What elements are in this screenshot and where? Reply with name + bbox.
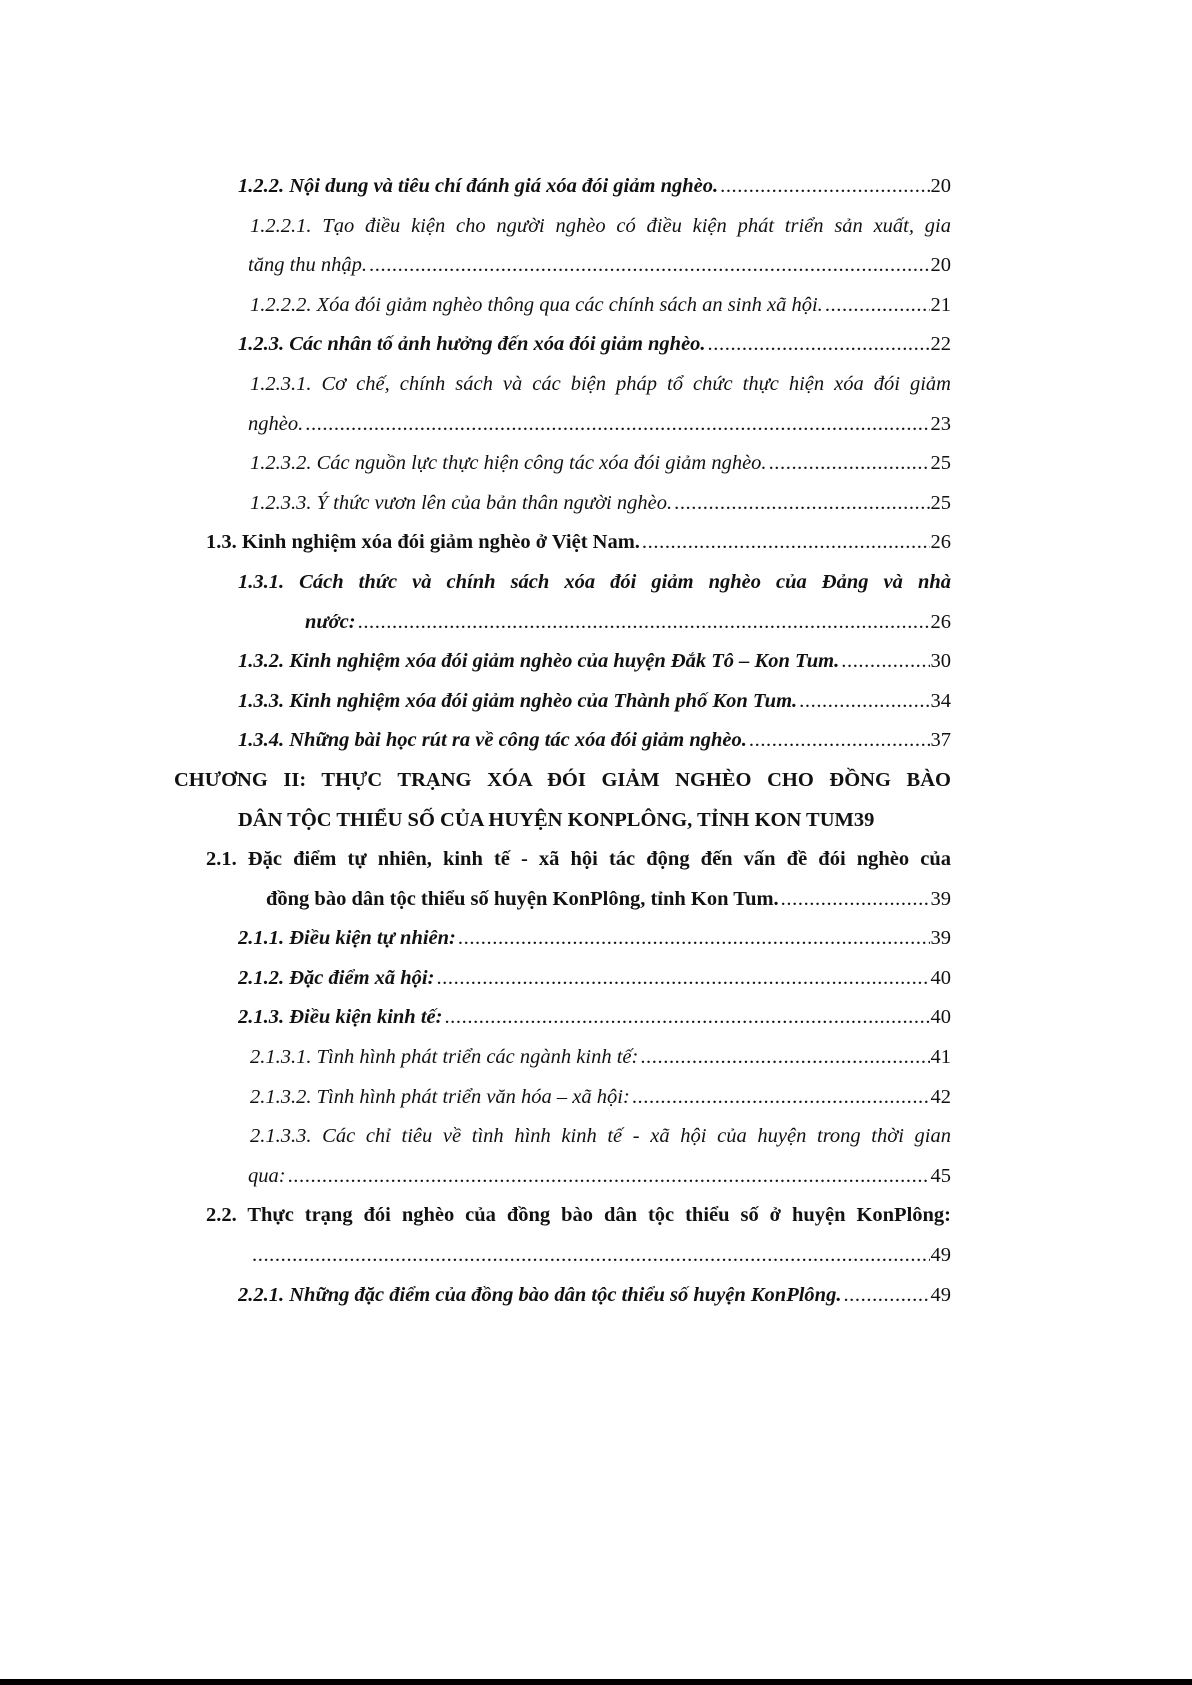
toc-entry xyxy=(0,1078,1192,1118)
toc-entry-title: đồng bào dân tộc thiểu số huyện KonPlông, tỉnh Kon Tum. xyxy=(266,887,779,910)
toc-entry-title: 1.2.2.1. Tạo điều kiện cho người nghèo có điều kiện phát triển sản xuất, gia xyxy=(250,214,951,237)
toc-leader-dots xyxy=(444,998,929,1038)
toc-entry-title: 1.3.4. Những bài học rút ra về công tác xóa đói giảm nghèo. xyxy=(238,729,747,752)
toc-page-number: 39 xyxy=(930,887,951,910)
toc-page-number: 49 xyxy=(930,1283,951,1306)
toc-page-number: 25 xyxy=(930,491,951,514)
toc-page-number: 25 xyxy=(930,452,951,475)
toc-entry-title: 2.1.2. Đặc điểm xã hội: xyxy=(238,966,435,989)
toc-entry-title: 1.3.3. Kinh nghiệm xóa đói giảm nghèo của Thành phố Kon Tum. xyxy=(238,689,798,712)
toc-leader-dots xyxy=(369,246,929,286)
toc-page-number: 45 xyxy=(930,1164,951,1187)
toc-entry-title: 1.2.3.1. Cơ chế, chính sách và các biện pháp tổ chức thực hiện xóa đói giảm xyxy=(250,372,951,395)
toc-page-number: 26 xyxy=(930,531,951,554)
toc-entry xyxy=(0,325,1192,365)
toc-entry-title: 1.2.3.3. Ý thức vươn lên của bản thân người nghèo. xyxy=(250,491,673,514)
toc-leader-dots xyxy=(436,959,929,999)
toc-leader-dots xyxy=(642,523,930,563)
toc-entry xyxy=(0,840,1192,919)
toc-entry-title: 2.1.1. Điều kiện tự nhiên: xyxy=(238,927,456,950)
toc-entry-title: 1.2.3.2. Các nguồn lực thực hiện công tác xóa đói giảm nghèo. xyxy=(250,452,767,475)
toc-page-number: 30 xyxy=(930,650,951,673)
toc-entry xyxy=(0,959,1192,999)
toc-entry-title: 2.1.3. Điều kiện kinh tế: xyxy=(238,1006,443,1029)
toc-leader-dots xyxy=(358,603,930,643)
toc-page-number: 20 xyxy=(930,254,951,277)
toc-leader-dots xyxy=(825,286,930,326)
toc-entry xyxy=(0,1276,1192,1316)
toc-entry xyxy=(0,286,1192,326)
toc-entry xyxy=(0,167,1192,207)
toc-page-number: 23 xyxy=(930,412,951,435)
toc-entry xyxy=(0,919,1192,959)
toc-page-number: 40 xyxy=(930,966,951,989)
toc-leader-dots xyxy=(674,484,929,524)
toc-entry-title: 1.3.1. Cách thức và chính sách xóa đói giảm nghèo của Đảng và nhà xyxy=(238,570,951,593)
toc-page-number: 41 xyxy=(930,1046,951,1069)
toc-page-number: 39 xyxy=(853,808,875,831)
toc-entry-title: nước: xyxy=(305,610,356,633)
toc-page-number: 26 xyxy=(930,610,951,633)
toc-entry xyxy=(0,998,1192,1038)
toc-entry xyxy=(0,523,1192,563)
toc-entry-title: 2.1. Đặc điểm tự nhiên, kinh tế - xã hội tác động đến vấn đề đói nghèo của xyxy=(206,848,951,871)
toc-entry-title: 1.3.2. Kinh nghiệm xóa đói giảm nghèo của huyện Đắk Tô – Kon Tum. xyxy=(238,650,840,673)
toc-entry xyxy=(0,682,1192,722)
toc-entry-title: CHƯƠNG II: THỰC TRẠNG XÓA ĐÓI GIẢM NGHÈO CHO ĐỒNG BÀO xyxy=(174,768,951,791)
toc-entry xyxy=(0,761,1192,840)
toc-leader-dots xyxy=(288,1157,930,1197)
toc-entry-title: 2.1.3.1. Tình hình phát triển các ngành kinh tế: xyxy=(250,1046,639,1069)
toc-entry xyxy=(0,721,1192,761)
table-of-contents xyxy=(0,167,1192,1315)
toc-entry xyxy=(0,365,1192,444)
toc-page-number: 37 xyxy=(930,729,951,752)
toc-leader-dots xyxy=(841,642,929,682)
toc-page-number: 34 xyxy=(930,689,951,712)
toc-page-number: 40 xyxy=(930,1006,951,1029)
toc-leader-dots xyxy=(708,325,930,365)
toc-entry xyxy=(0,1117,1192,1196)
toc-entry-title: 2.1.3.3. Các chỉ tiêu về tình hình kinh tế - xã hội của huyện trong thời gian xyxy=(250,1125,951,1148)
toc-entry-title: 2.1.3.2. Tình hình phát triển văn hóa – xã hội: xyxy=(250,1085,630,1108)
toc-leader-dots xyxy=(305,405,929,445)
toc-leader-dots xyxy=(781,880,930,920)
toc-page-number: 39 xyxy=(930,927,951,950)
toc-leader-dots xyxy=(458,919,930,959)
toc-entry-title: 1.2.2. Nội dung và tiêu chí đánh giá xóa đói giảm nghèo. xyxy=(238,175,719,197)
toc-entry-title: 1.2.2.2. Xóa đói giảm nghèo thông qua các chính sách an sinh xã hội. xyxy=(250,293,823,316)
toc-page-number: 22 xyxy=(930,333,951,356)
toc-leader-dots xyxy=(799,682,929,722)
page-bottom-edge xyxy=(0,1679,1192,1685)
toc-entry-title: tăng thu nhập. xyxy=(248,254,368,277)
toc-entry xyxy=(0,484,1192,524)
toc-page-number: 21 xyxy=(930,293,951,316)
toc-page-number: 49 xyxy=(930,1244,951,1267)
toc-page-number: 20 xyxy=(930,175,951,197)
toc-entry xyxy=(0,1196,1192,1275)
toc-leader-dots xyxy=(632,1078,930,1118)
toc-entry-title: DÂN TỘC THIỂU SỐ CỦA HUYỆN KONPLÔNG, TỈNH KON TUM xyxy=(238,808,854,831)
toc-entry-title: 2.2.1. Những đặc điểm của đồng bào dân tộc thiểu số huyện KonPlông. xyxy=(238,1283,842,1306)
toc-leader-dots xyxy=(749,721,930,761)
toc-page-number: 42 xyxy=(930,1085,951,1108)
toc-leader-dots xyxy=(640,1038,929,1078)
toc-leader-dots xyxy=(720,167,929,207)
toc-entry-title: qua: xyxy=(248,1164,286,1187)
toc-entry-title: 2.2. Thực trạng đói nghèo của đồng bào dân tộc thiểu số ở huyện KonPlông: xyxy=(206,1204,951,1227)
toc-entry xyxy=(0,444,1192,484)
toc-entry-title: nghèo. xyxy=(248,412,304,435)
toc-leader-dots xyxy=(252,1236,930,1276)
toc-leader-dots xyxy=(769,444,930,484)
toc-leader-dots xyxy=(843,1276,929,1316)
toc-entry xyxy=(0,563,1192,642)
toc-entry-title: 1.3. Kinh nghiệm xóa đói giảm nghèo ở Việt Nam. xyxy=(206,531,640,554)
toc-entry xyxy=(0,207,1192,286)
toc-entry xyxy=(0,1038,1192,1078)
toc-entry xyxy=(0,642,1192,682)
toc-entry-title: 1.2.3. Các nhân tố ảnh hưởng đến xóa đói giảm nghèo. xyxy=(238,333,706,356)
